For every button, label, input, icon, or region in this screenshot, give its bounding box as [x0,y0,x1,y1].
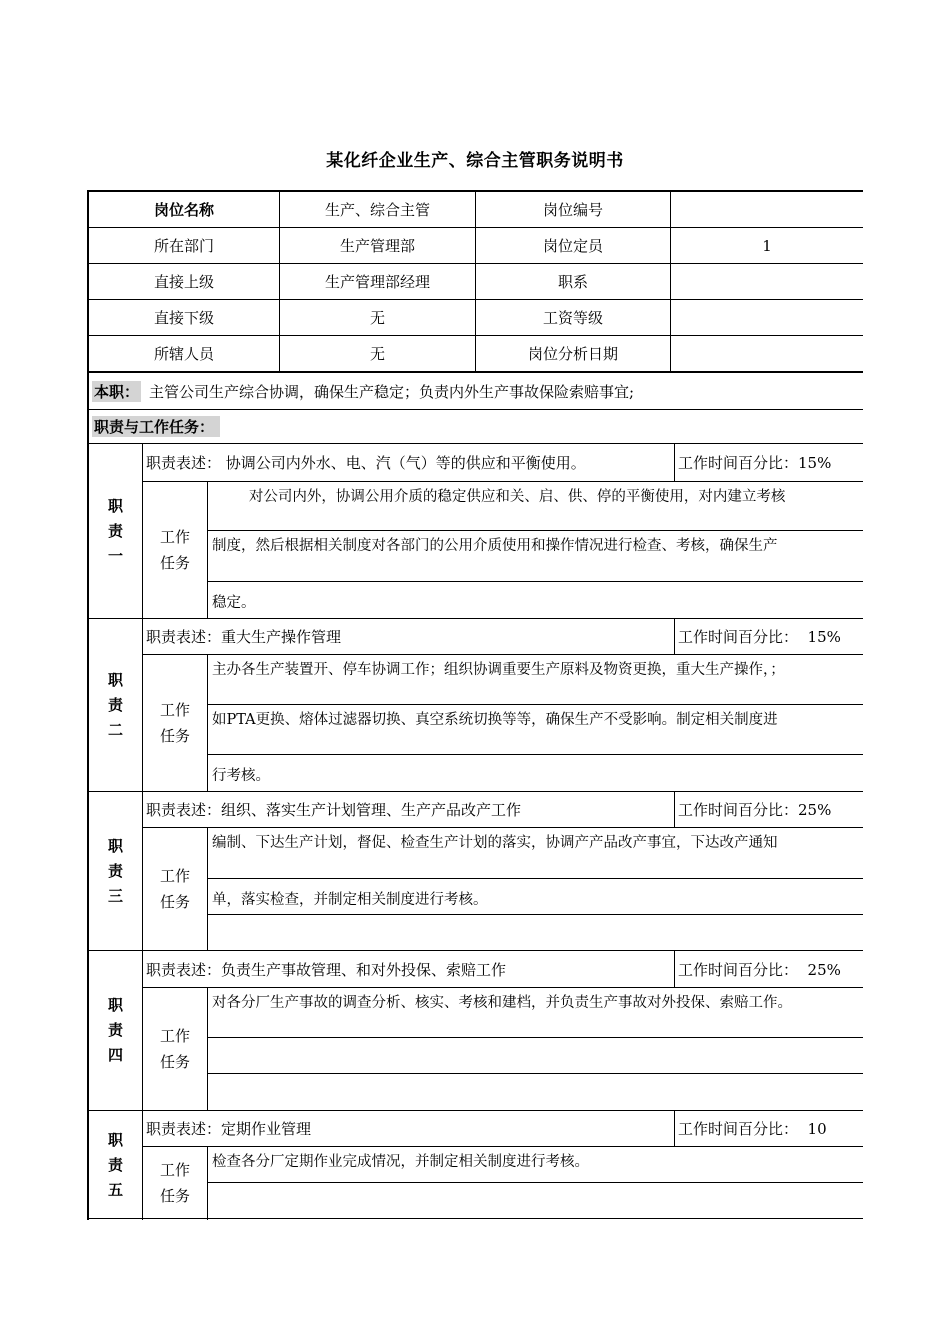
info-label-department: 所在部门 [153,237,214,255]
info-value-department: 生产管理部 [339,237,415,255]
duty-5-time-percent: 工作时间百分比： 10 [678,1120,827,1138]
duty-4-task-line-3 [208,1074,860,1110]
job-description-table [87,190,863,1220]
duty-2-time-percent: 工作时间百分比： 15% [678,628,841,646]
duty-2-description: 职责表述：重大生产操作管理 [146,628,342,646]
duty-5-description: 职责表述：定期作业管理 [146,1120,312,1138]
duty-5-task-line-2 [208,1183,860,1218]
info-value-position-code [671,192,863,227]
info-label-headcount: 岗位定员 [542,237,603,255]
info-label-job-family: 职系 [557,273,588,291]
duty-2-task-label: 工作 任务 [159,701,190,745]
duty-2-label: 职 责 二 [107,670,123,739]
duty-2-task-line-3: 行考核。 [212,768,270,784]
duty-2-task-line-1: 主办各生产装置开、停车协调工作；组织协调重要生产原料及物资更换，重大生产操作，； [212,662,785,678]
duty-4-time-percent: 工作时间百分比： 25% [678,960,841,979]
document-title: 某化纤企业生产、综合主管职务说明书 [326,151,624,171]
info-label-position-code: 岗位编号 [542,201,603,219]
duty-3-task-line-1: 编制、下达生产计划，督促、检查生产计划的落实，协调产产品改产事宜，下达改产通知 [212,835,778,851]
info-label-analysis-date: 岗位分析日期 [527,345,618,363]
duty-5-task-line-1: 检查各分厂定期作业完成情况，并制定相关制度进行考核。 [212,1154,589,1170]
info-value-superior: 生产管理部经理 [324,273,430,291]
duty-2-task-line-2: 如PTA更换、熔体过滤器切换、真空系统切换等等，确保生产不受影响。制定相关制度进 [212,712,778,728]
info-value-position-name: 生产、综合主管 [324,201,430,219]
duty-4-description: 职责表述：负责生产事故管理、和对外投保、索赔工作 [146,960,507,979]
duty-4-task-line-1: 对各分厂生产事故的调查分析、核实、考核和建档，并负责生产事故对外投保、索赔工作。 [212,995,792,1011]
info-value-headcount: 1 [762,236,772,255]
duty-3-task-label: 工作 任务 [159,867,190,911]
duty-1-task-line-3: 稳定。 [212,595,256,611]
section-label-row [89,410,389,443]
duty-3-task-line-2: 单，落实检查，并制定相关制度进行考核。 [212,892,488,908]
info-label-staff: 所辖人员 [153,345,214,363]
duty-4-label: 职 责 四 [107,996,123,1064]
core-duty-row [89,373,859,409]
info-value-analysis-date [671,336,863,371]
duty-3-time-percent: 工作时间百分比：25% [678,801,832,819]
core-duty-label: 本职： [94,382,140,401]
duty-3-description: 职责表述：组织、落实生产计划管理、生产产品改产工作 [146,801,522,819]
info-label-position-name: 岗位名称 [153,201,214,219]
info-label-subordinate: 直接下级 [153,309,214,327]
section-label: 职责与工作任务： [92,416,220,437]
core-duty-text: 主管公司生产综合协调，确保生产稳定；负责内外生产事故保险索赔事宜; [149,382,635,401]
duty-1-task-line-2: 制度，然后根据相关制度对各部门的公用介质使用和操作情况进行检查、考核，确保生产 [212,538,778,554]
duty-1-description: 职责表述： 协调公司内外水、电、汽（气）等的供应和平衡使用。 [146,454,586,472]
info-label-pay-grade: 工资等级 [542,309,603,327]
duty-1-time-percent: 工作时间百分比：15% [678,454,832,472]
info-value-staff: 无 [369,345,385,363]
info-value-pay-grade [671,300,863,335]
info-value-job-family [671,264,863,299]
duty-1-task-line-1: 对公司内外，协调公用介质的稳定供应和关、启、供、停的平衡使用，对内建立考核 [212,489,786,505]
duty-3-task-line-3 [208,915,860,950]
duty-4-task-line-2 [208,1038,860,1073]
duty-1-label: 职 责 一 [107,496,123,565]
duty-5-task-label: 工作 任务 [159,1160,190,1205]
duty-4-task-label: 工作 任务 [159,1027,190,1071]
duty-1-task-label: 工作 任务 [159,528,190,572]
info-label-superior: 直接上级 [153,273,214,291]
info-value-subordinate: 无 [369,309,385,327]
duty-3-label: 职 责 三 [107,836,123,905]
duty-5-label: 职 责 五 [107,1130,123,1199]
